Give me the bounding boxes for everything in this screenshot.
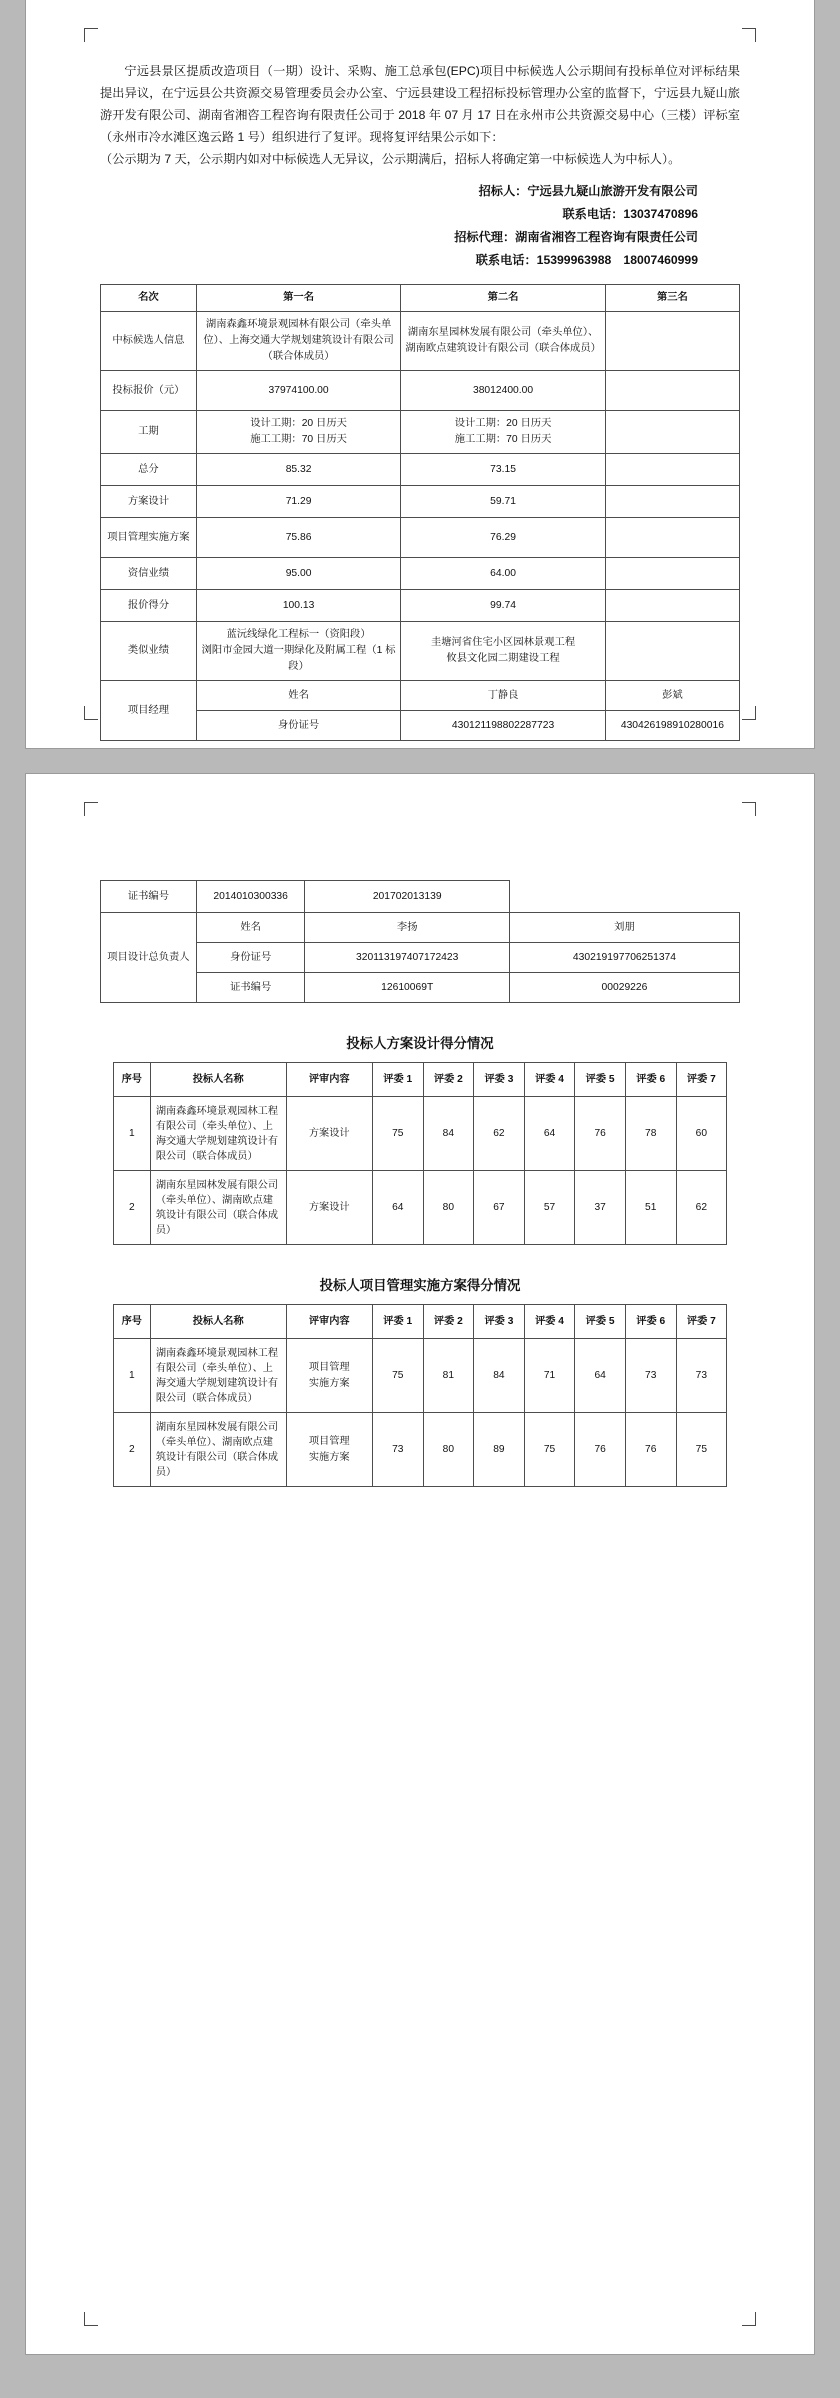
cell-score-judge-3: 67 — [474, 1171, 525, 1245]
cell-score-judge-2: 80 — [423, 1413, 474, 1487]
cell-manager-id-first: 430121198802287723 — [401, 711, 605, 741]
table-row — [101, 486, 740, 518]
cell-score-judge-7: 62 — [676, 1171, 727, 1245]
cell-project-management-third — [605, 518, 739, 558]
cell-design-scheme-second: 59.71 — [401, 486, 605, 518]
table-row — [113, 1339, 726, 1413]
cell-review-item — [286, 1413, 372, 1487]
th-judge-1: 评委 1 — [372, 1063, 423, 1097]
cell-score-judge-4: 64 — [524, 1097, 575, 1171]
cell-score-judge-1: 64 — [372, 1171, 423, 1245]
sub-label-designer-cert: 证书编号 — [196, 973, 305, 1003]
cell-score-judge-2: 80 — [423, 1171, 474, 1245]
sub-label-designer-name: 姓名 — [196, 913, 305, 943]
cell-manager-name-first: 丁静良 — [401, 681, 605, 711]
section-title-management-scores: 投标人项目管理实施方案得分情况 — [319, 1278, 521, 1293]
cell-designer-id-second: 430219197706251374 — [509, 943, 739, 973]
section-title-design-scores: 投标人方案设计得分情况 — [346, 1036, 494, 1051]
th-judge-6: 评委 6 — [625, 1305, 676, 1339]
th-judge-2: 评委 2 — [423, 1305, 474, 1339]
cell-score-judge-7: 60 — [676, 1097, 727, 1171]
cell-score-judge-3: 84 — [474, 1339, 525, 1413]
th-judge-3: 评委 3 — [474, 1063, 525, 1097]
document-page-2 — [26, 774, 814, 2354]
cell-review-item: 方案设计 — [286, 1097, 372, 1171]
cell-designer-id-first: 320113197407172423 — [305, 943, 509, 973]
cell-score-judge-5: 64 — [575, 1339, 626, 1413]
cell-price-score-third — [605, 590, 739, 622]
cell-bidder-name: 湖南森鑫环境景观园林工程有限公司（牵头单位）、上海交通大学规划建筑设计有限公司（联合体成员） — [150, 1097, 286, 1171]
sub-label-manager-name: 姓名 — [196, 681, 400, 711]
cell-total-score-second: 73.15 — [401, 454, 605, 486]
cell-score-judge-5: 76 — [575, 1413, 626, 1487]
duration-design-first: 设计工期：20 日历天 — [250, 418, 347, 429]
cell-index: 1 — [113, 1339, 150, 1413]
table-row — [113, 1171, 726, 1245]
similar-performance-first-line-1: 蓝沅线绿化工程标一（资阳段） — [226, 629, 371, 640]
table-row — [101, 973, 740, 1003]
th-judge-1: 评委 1 — [372, 1305, 423, 1339]
cell-bidder-name: 湖南东星园林发展有限公司（牵头单位）、湖南欧点建筑设计有限公司（联合体成员） — [150, 1171, 286, 1245]
row-label-similar-performance: 类似业绩 — [101, 622, 197, 681]
cell-cert-number-first: 2014010300336 — [196, 881, 305, 913]
crop-mark-top-left — [84, 28, 98, 42]
table-row — [101, 371, 740, 411]
contact-block — [100, 180, 740, 272]
th-judge-2: 评委 2 — [423, 1063, 474, 1097]
th-first: 第一名 — [196, 285, 400, 312]
row-label-total-score: 总分 — [101, 454, 197, 486]
cell-designer-cert-second: 00029226 — [509, 973, 739, 1003]
row-label-credit-performance: 资信业绩 — [101, 558, 197, 590]
review-item-line-2: 实施方案 — [308, 1377, 350, 1389]
cell-candidate-info-first: 湖南森鑫环境景观园林有限公司（牵头单位）、上海交通大学规划建筑设计有限公司（联合体成员） — [196, 312, 400, 371]
contact-line-agent-phone: 联系电话：15399963988 18007460999 — [475, 253, 698, 267]
cell-project-management-first: 75.86 — [196, 518, 400, 558]
table-row — [101, 558, 740, 590]
row-label-cert-number: 证书编号 — [101, 881, 197, 913]
cell-price-score-second: 99.74 — [401, 590, 605, 622]
th-second: 第二名 — [401, 285, 605, 312]
table-row — [101, 881, 740, 913]
cell-score-judge-6: 78 — [625, 1097, 676, 1171]
row-label-price-score: 报价得分 — [101, 590, 197, 622]
cell-score-judge-1: 75 — [372, 1097, 423, 1171]
crop-mark-top-right — [742, 28, 756, 42]
cell-bidder-name: 湖南东星园林发展有限公司（牵头单位）、湖南欧点建筑设计有限公司（联合体成员） — [150, 1413, 286, 1487]
designer-table — [100, 880, 740, 1003]
cell-score-judge-4: 75 — [524, 1413, 575, 1487]
contact-line-bidder-owner: 招标人：宁远县九疑山旅游开发有限公司 — [478, 184, 698, 198]
cell-manager-id-second: 430426198910280016 — [605, 711, 739, 741]
th-rank: 名次 — [101, 285, 197, 312]
duration-construction-second: 施工工期：70 日历天 — [454, 434, 552, 445]
cell-cert-number-second: 201702013139 — [305, 881, 509, 913]
th-judge-4: 评委 4 — [524, 1063, 575, 1097]
th-review-item: 评审内容 — [286, 1305, 372, 1339]
table-row — [101, 711, 740, 741]
cell-design-scheme-first: 71.29 — [196, 486, 400, 518]
table-header-row — [113, 1063, 726, 1097]
cell-bid-price-first: 37974100.00 — [196, 371, 400, 411]
cell-price-score-first: 100.13 — [196, 590, 400, 622]
intro-paragraph-1: 宁远县景区提质改造项目（一期）设计、采购、施工总承包(EPC)项目中标候选人公示期间有投标单位对评标结果提出异议，在宁远县公共资源交易管理委员会办公室、宁远县建设工程招标投标管理办公室的监督下，宁远县九疑山旅游开发有限公司、湖南省湘咨工程咨询有限责任公司于 2018 年 07 月 17 日在永州市公共资源交易中心（三楼）评标室（永州市冷水滩区逸云路 1 号）组织进行了复评。现将复评结果公示如下： — [100, 64, 740, 144]
similar-performance-second-line-2: 攸县文化园二期建设工程 — [446, 653, 560, 664]
cell-review-item — [286, 1339, 372, 1413]
cell-score-judge-6: 76 — [625, 1413, 676, 1487]
row-label-chief-designer: 项目设计总负责人 — [101, 913, 197, 1003]
cell-index: 2 — [113, 1171, 150, 1245]
th-judge-6: 评委 6 — [625, 1063, 676, 1097]
cell-total-score-third — [605, 454, 739, 486]
crop-mark-bottom-right — [742, 2312, 756, 2326]
table-row — [101, 312, 740, 371]
cell-score-judge-6: 73 — [625, 1339, 676, 1413]
cell-score-judge-2: 81 — [423, 1339, 474, 1413]
cell-duration-second — [401, 411, 605, 454]
document-page-1 — [26, 0, 814, 748]
contact-line-agent: 招标代理：湖南省湘咨工程咨询有限责任公司 — [454, 230, 698, 244]
crop-mark-bottom-left — [84, 2312, 98, 2326]
cell-score-judge-1: 73 — [372, 1413, 423, 1487]
crop-mark-bottom-left — [84, 706, 98, 720]
th-judge-5: 评委 5 — [575, 1063, 626, 1097]
th-judge-7: 评委 7 — [676, 1305, 727, 1339]
similar-performance-second-line-1: 圭塘河省住宅小区园林景观工程 — [430, 637, 576, 648]
review-item-line-1: 项目管理 — [308, 1361, 350, 1373]
cell-score-judge-5: 76 — [575, 1097, 626, 1171]
cell-designer-name-first: 李扬 — [305, 913, 509, 943]
cell-credit-performance-first: 95.00 — [196, 558, 400, 590]
review-item-line-2: 实施方案 — [308, 1451, 350, 1463]
cell-similar-performance-first — [196, 622, 400, 681]
cell-index: 2 — [113, 1413, 150, 1487]
cell-index: 1 — [113, 1097, 150, 1171]
cell-manager-name-second: 彭斌 — [605, 681, 739, 711]
row-label-candidate-info: 中标候选人信息 — [101, 312, 197, 371]
duration-construction-first: 施工工期：70 日历天 — [250, 434, 347, 445]
cell-bid-price-second: 38012400.00 — [401, 371, 605, 411]
cell-credit-performance-third — [605, 558, 739, 590]
th-judge-4: 评委 4 — [524, 1305, 575, 1339]
table-row — [113, 1097, 726, 1171]
similar-performance-first-line-2: 浏阳市金园大道一期绿化及附属工程（1 标段） — [201, 645, 396, 672]
cell-score-judge-3: 89 — [474, 1413, 525, 1487]
design-score-table — [113, 1062, 727, 1245]
cell-similar-performance-third — [605, 622, 739, 681]
row-label-design-scheme: 方案设计 — [101, 486, 197, 518]
table-row — [101, 622, 740, 681]
row-label-bid-price: 投标报价（元） — [101, 371, 197, 411]
cell-score-judge-6: 51 — [625, 1171, 676, 1245]
duration-design-second: 设计工期：20 日历天 — [454, 418, 552, 429]
row-label-project-manager: 项目经理 — [101, 681, 197, 741]
cell-project-management-second: 76.29 — [401, 518, 605, 558]
row-label-duration: 工期 — [101, 411, 197, 454]
cell-candidate-info-second: 湖南东星园林发展有限公司（牵头单位）、湖南欧点建筑设计有限公司（联合体成员） — [401, 312, 605, 371]
table-row — [101, 518, 740, 558]
sub-label-manager-id: 身份证号 — [196, 711, 400, 741]
table-row — [101, 913, 740, 943]
table-row — [113, 1413, 726, 1487]
cell-score-judge-3: 62 — [474, 1097, 525, 1171]
cell-score-judge-4: 71 — [524, 1339, 575, 1413]
candidate-table — [100, 284, 740, 741]
table-row — [101, 590, 740, 622]
cell-score-judge-4: 57 — [524, 1171, 575, 1245]
th-judge-3: 评委 3 — [474, 1305, 525, 1339]
table-row — [101, 681, 740, 711]
sub-label-designer-id: 身份证号 — [196, 943, 305, 973]
table-header-row — [101, 285, 740, 312]
cell-score-judge-2: 84 — [423, 1097, 474, 1171]
contact-line-owner-phone: 联系电话：13037470896 — [562, 207, 698, 221]
th-judge-7: 评委 7 — [676, 1063, 727, 1097]
table-row — [101, 454, 740, 486]
cell-design-scheme-third — [605, 486, 739, 518]
management-score-table — [113, 1304, 727, 1487]
th-judge-5: 评委 5 — [575, 1305, 626, 1339]
table-header-row — [113, 1305, 726, 1339]
cell-score-judge-5: 37 — [575, 1171, 626, 1245]
table-row — [101, 943, 740, 973]
th-third: 第三名 — [605, 285, 739, 312]
cell-score-judge-7: 75 — [676, 1413, 727, 1487]
crop-mark-top-right — [742, 802, 756, 816]
intro-paragraph-2: （公示期为 7 天，公示期内如对中标候选人无异议，公示期满后，招标人将确定第一中标候选人为中标人）。 — [100, 152, 681, 166]
th-index: 序号 — [113, 1305, 150, 1339]
row-label-project-management: 项目管理实施方案 — [101, 518, 197, 558]
table-row — [101, 411, 740, 454]
cell-similar-performance-second — [401, 622, 605, 681]
cell-score-judge-7: 73 — [676, 1339, 727, 1413]
review-item-line-1: 项目管理 — [308, 1435, 350, 1447]
th-review-item: 评审内容 — [286, 1063, 372, 1097]
cell-duration-first — [196, 411, 400, 454]
cell-credit-performance-second: 64.00 — [401, 558, 605, 590]
cell-bidder-name: 湖南森鑫环境景观园林工程有限公司（牵头单位）、上海交通大学规划建筑设计有限公司（联合体成员） — [150, 1339, 286, 1413]
cell-bid-price-third — [605, 371, 739, 411]
th-index: 序号 — [113, 1063, 150, 1097]
crop-mark-top-left — [84, 802, 98, 816]
cell-total-score-first: 85.32 — [196, 454, 400, 486]
cell-duration-third — [605, 411, 739, 454]
cell-review-item: 方案设计 — [286, 1171, 372, 1245]
crop-mark-bottom-right — [742, 706, 756, 720]
th-bidder-name: 投标人名称 — [150, 1305, 286, 1339]
cell-score-judge-1: 75 — [372, 1339, 423, 1413]
th-bidder-name: 投标人名称 — [150, 1063, 286, 1097]
cell-candidate-info-third — [605, 312, 739, 371]
cell-designer-name-second: 刘朋 — [509, 913, 739, 943]
cell-designer-cert-first: 12610069T — [305, 973, 509, 1003]
